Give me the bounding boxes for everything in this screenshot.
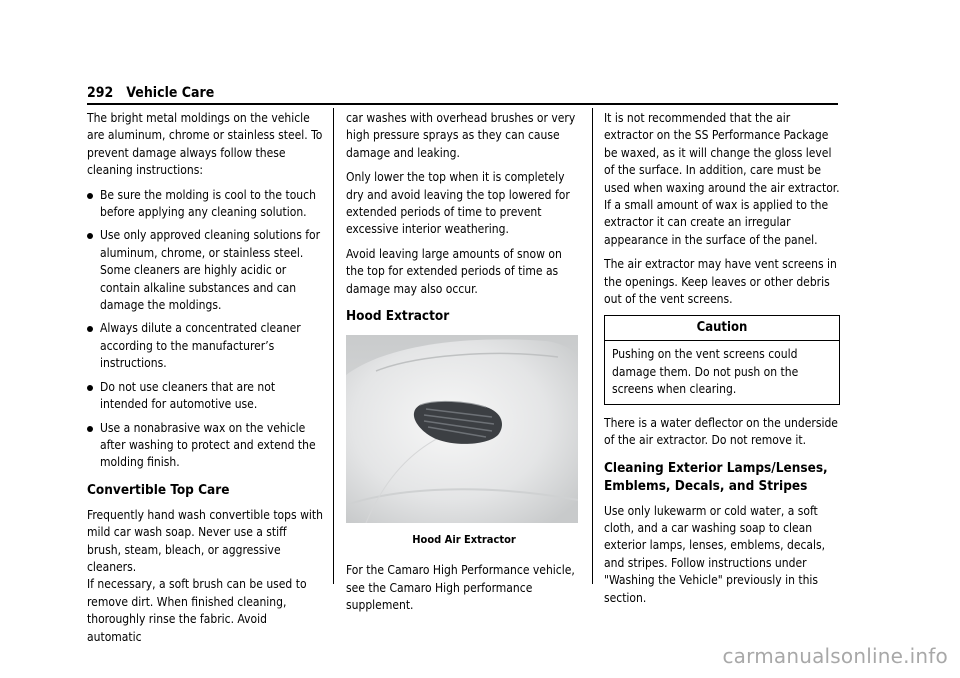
bullet-icon [87,426,93,432]
caution-box [604,315,840,404]
convertible-paragraph-4: Avoid leaving large amounts of snow on the top for extended periods of time as damage may also occur. [346,246,562,296]
bullet-icon [87,385,93,391]
figure-caption: Hood Air Extractor [412,533,516,547]
column-divider-1 [333,108,334,584]
vent-screens-paragraph: The air extractor may have vent screens in the openings. Keep leaves or other debris out of the vent screens. [604,257,837,307]
hood-extractor-heading: Hood Extractor [346,308,450,325]
page-number: 292 [87,85,114,101]
watermark: carmanualsonline.info [722,644,948,668]
list-item: Always dilute a concentrated cleaner according to the manufacturer’s instructions. [87,320,323,372]
water-deflector-paragraph: There is a water deflector on the underside of the air extractor. Do not remove it. [604,415,838,448]
list-item: Use only approved cleaning solutions for aluminum, chrome, or stainless steel. Some cleaners are highly acidic or contain alkaline substances and can damage the moldings. [87,227,323,314]
exterior-lamps-paragraph: Use only lukewarm or cold water, a soft cloth, and a car washing soap to clean exterior lamps, lenses, emblems, decals, and stripes. Follow instructions under "Washing the Vehicle" previously in this section. [604,503,826,605]
bullet-icon [87,326,93,332]
column-3 [604,110,840,614]
page-header [87,84,214,102]
column-divider-2 [592,108,593,584]
list-item: Use a nonabrasive wax on the vehicle after washing to protect and extend the molding finish. [87,420,323,472]
convertible-paragraph-continued: car washes with overhead brushes or very high pressure sprays as they can cause damage and leaking. [346,111,576,160]
exterior-lamps-heading: Cleaning Exterior Lamps/Lenses, Emblems, Decals, and Stripes [604,459,828,494]
bullet-icon [87,233,93,239]
caution-title: Caution [605,316,839,341]
hood-air-extractor-illustration [346,335,578,523]
caution-body: Pushing on the vent screens could damage them. Do not push on the screens when clearing. [612,347,799,397]
convertible-paragraph-1: Frequently hand wash convertible tops with mild car wash soap. Never use a stiff brush, steam, bleach, or aggressive cleaners. [87,507,323,574]
camaro-supplement-paragraph: For the Camaro High Performance vehicle, see the Camaro High performance supplement. [346,563,575,613]
column-1 [87,110,323,653]
section-title: Vehicle Care [126,85,215,101]
convertible-paragraph-3: Only lower the top when it is completely dry and avoid leaving the top lowered for extended periods of time to prevent excessive interior weathering. [346,170,570,237]
column-2 [346,110,582,622]
moldings-intro: The bright metal moldings on the vehicle are aluminum, chrome or stainless steel. To prevent damage always follow these cleaning instructions: [87,111,323,178]
convertible-top-heading: Convertible Top Care [87,481,230,498]
bullet-icon [87,193,93,199]
cleaning-bullet-list [87,187,323,472]
extractor-wax-paragraph: It is not recommended that the air extractor on the SS Performance Package be waxed, as it will change the gloss level of the surface. In addition, care must be used when waxing around the air extractor. If a small amount of wax is applied to the extractor it can create an irregular appearance in the surface of the panel. [604,111,840,247]
list-item: Be sure the molding is cool to the touch before applying any cleaning solution. [87,187,323,222]
header-rule [87,103,838,105]
list-item: Do not use cleaners that are not intended for automotive use. [87,379,323,414]
convertible-paragraph-2: If necessary, a soft brush can be used to remove dirt. When finished cleaning, thoroughly rinse the fabric. Avoid automatic [87,577,307,644]
